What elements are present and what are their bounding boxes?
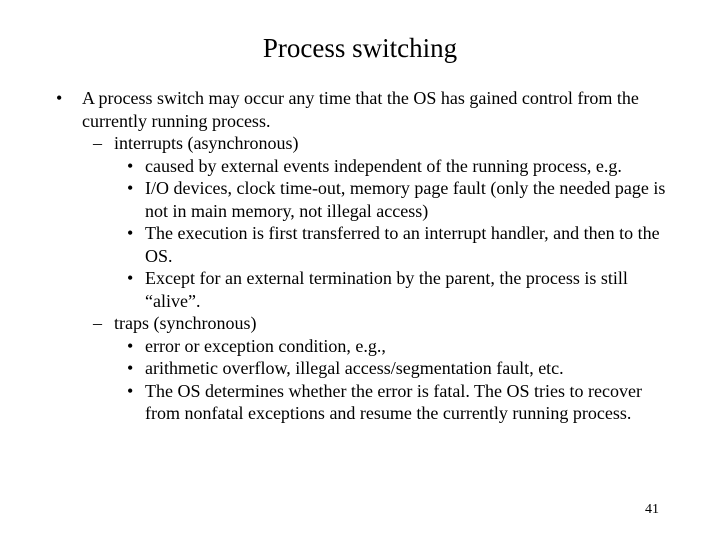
- bullet-item: [0, 87, 682, 132]
- sub-bullet-item: [0, 132, 674, 155]
- dash-marker: –: [93, 313, 102, 333]
- bullet-text: arithmetic overflow, illegal access/segmentation fault, etc.: [145, 358, 564, 378]
- bullet-marker: •: [56, 88, 63, 108]
- bullet-marker: •: [127, 268, 134, 288]
- dash-marker: –: [93, 133, 102, 153]
- bullet-text: The OS determines whether the error is fatal. The OS tries to recover from nonfatal exceptions and resume the currently running process.: [145, 380, 642, 423]
- bullet-marker: •: [127, 178, 134, 198]
- bullet-marker: •: [127, 155, 134, 176]
- bullet-text: caused by external events independent of the running process, e.g.: [145, 155, 622, 176]
- slide-title: Process switching: [262, 33, 458, 63]
- bullet-text: The execution is first transferred to an interrupt handler, and then to the OS.: [145, 223, 660, 266]
- sub-sub-bullet-item: [0, 335, 675, 358]
- sub-sub-bullet-item: [0, 177, 675, 222]
- bullet-text: I/O devices, clock time-out, memory page fault (only the needed page is not in main memory, not illegal access): [145, 178, 666, 221]
- slide-content: [0, 87, 720, 425]
- sub-sub-bullet-item: [0, 380, 675, 425]
- bullet-text: traps (synchronous): [114, 313, 257, 333]
- bullet-marker: •: [127, 335, 134, 356]
- bullet-text: Except for an external termination by the parent, the process is still “alive”.: [145, 268, 628, 311]
- bullet-text: error or exception condition, e.g.,: [145, 335, 386, 356]
- sub-sub-bullet-item: [0, 222, 675, 267]
- bullet-text: interrupts (asynchronous): [114, 133, 299, 153]
- page-number: 41: [645, 502, 659, 517]
- sub-sub-bullet-item: [0, 267, 675, 312]
- sub-bullet-item: [0, 312, 674, 335]
- bullet-marker: •: [127, 223, 134, 243]
- bullet-marker: •: [127, 358, 134, 378]
- sub-sub-bullet-item: [0, 155, 675, 178]
- bullet-marker: •: [127, 380, 134, 401]
- bullet-text: A process switch may occur any time that the OS has gained control from the currently running process.: [82, 88, 639, 131]
- sub-sub-bullet-item: [0, 357, 675, 380]
